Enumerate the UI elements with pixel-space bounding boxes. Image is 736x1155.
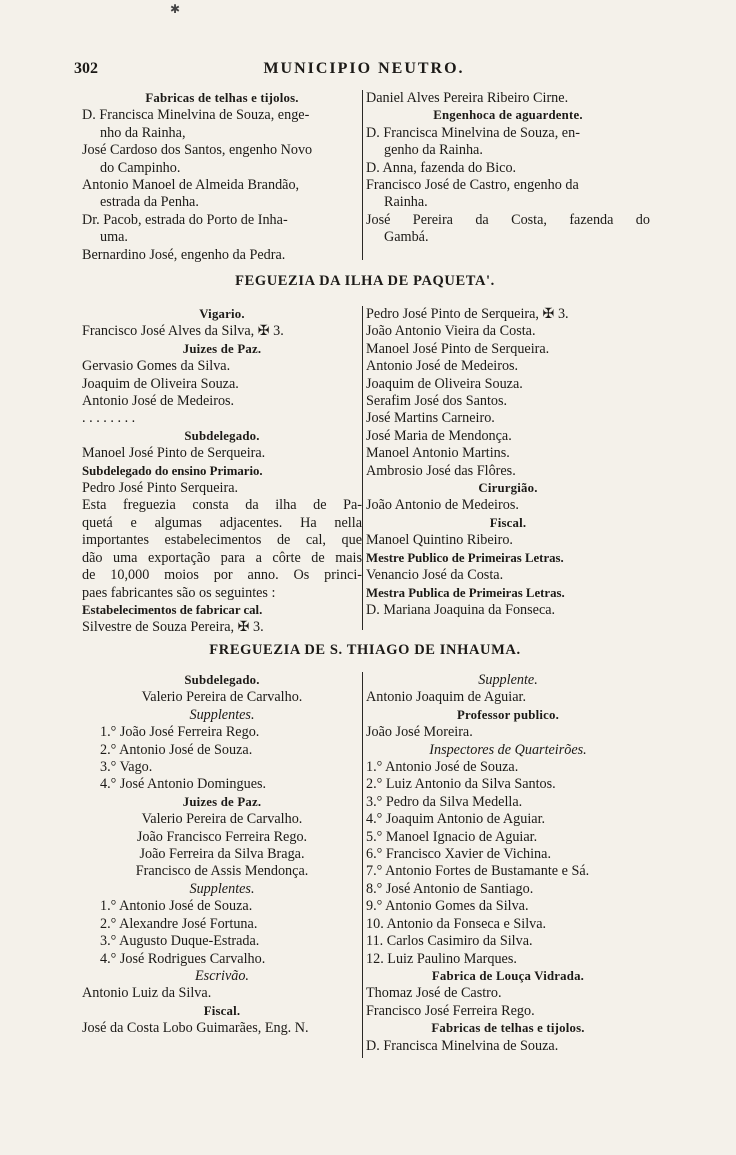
text-line: Bernardino José, engenho da Pedra.: [82, 246, 286, 263]
text-line: Manoel Quintino Ribeiro.: [366, 532, 513, 549]
section-inhauma: [82, 672, 648, 1058]
text-line: José Martins Carneiro.: [366, 410, 495, 427]
subheading: Supplentes.: [189, 706, 255, 723]
text-line: D. Francisca Minelvina de Souza.: [366, 1037, 559, 1054]
left-column: [82, 672, 362, 1038]
text-line: João José Moreira.: [366, 724, 473, 741]
text-line: Dr. Pacob, estrada do Porto de Inha-: [82, 211, 288, 228]
subheading: Professor publico.: [457, 707, 559, 722]
text-line: de 10,000 moios por anno. Os princi-: [82, 567, 362, 584]
text-line: Antonio Luiz da Silva.: [82, 985, 212, 1002]
subheading: Fabricas de telhas e tijolos.: [431, 1021, 585, 1036]
text-line: Antonio José de Medeiros.: [82, 393, 235, 410]
subheading: Supplentes.: [189, 880, 255, 897]
text-line: 3.° Augusto Duque-Estrada.: [100, 933, 260, 950]
text-line: nho da Rainha,: [100, 124, 186, 141]
section-paqueta: [82, 306, 648, 636]
text-line: importantes estabelecimentos de cal, que: [82, 532, 362, 549]
text-line: D. Francisca Minelvina de Souza, en-: [366, 124, 580, 141]
text-line: Valerio Pereira de Carvalho.: [141, 689, 303, 706]
subheading: Juizes de Paz.: [182, 794, 262, 809]
text-line: do Campinho.: [100, 159, 181, 176]
text-line: Daniel Alves Pereira Ribeiro Cirne.: [366, 90, 569, 106]
text-line: estrada da Penha.: [100, 194, 199, 211]
right-column: [366, 672, 650, 1055]
text-line: 1.° Antonio José de Souza.: [366, 759, 519, 776]
subheading: Subdelegado.: [184, 673, 260, 687]
subheading: Inspectores de Quarteirões.: [429, 741, 587, 758]
text-line: Francisco de Assis Mendonça.: [135, 863, 309, 880]
text-line: Pedro José Pinto Serqueira.: [82, 480, 239, 497]
text-line: Francisco José Ferreira Rego.: [366, 1002, 535, 1019]
text-line: 7.° Antonio Fortes de Bustamante e Sá.: [366, 863, 590, 880]
subheading: Mestre Publico de Primeiras Letras.: [366, 550, 564, 565]
text-line: Manoel José Pinto de Serqueira.: [82, 445, 266, 462]
text-line: João Francisco Ferreira Rego.: [136, 828, 308, 845]
text-line: Thomaz José de Castro.: [366, 985, 502, 1002]
right-column: [366, 90, 650, 247]
text-line: 12. Luiz Paulino Marques.: [366, 950, 517, 967]
subheading: Fiscal.: [203, 1003, 241, 1018]
ink-blot-icon: ✱: [170, 2, 181, 16]
text-line: Rainha.: [384, 194, 428, 211]
subheading: Subdelegado do ensino Primario.: [82, 463, 263, 478]
text-line: Antonio José de Medeiros.: [366, 358, 519, 375]
text-line: 6.° Francisco Xavier de Vichina.: [366, 846, 551, 863]
subheading: Fiscal.: [489, 515, 527, 530]
left-column: [82, 306, 362, 637]
text-line: 9.° Antonio Gomes da Silva.: [366, 898, 529, 915]
text-line: 8.° José Antonio de Santiago.: [366, 880, 534, 897]
page-title: MUNICIPIO NEUTRO.: [263, 60, 465, 77]
text-line: Esta freguezia consta da ilha de Pa-: [82, 497, 362, 514]
text-line: Gervasio Gomes da Silva.: [82, 358, 231, 375]
text-line: 1.° João José Ferreira Rego.: [100, 724, 260, 741]
column-divider: [362, 672, 363, 1058]
text-line: João Antonio Vieira da Costa.: [366, 323, 536, 340]
text-line: D. Francisca Minelvina de Souza, enge-: [82, 107, 310, 124]
text-line: Manoel José Pinto de Serqueira.: [366, 340, 550, 357]
text-line: dão uma exportação para a côrte de mais: [82, 549, 362, 566]
text-line: 4.° Joaquim Antonio de Aguiar.: [366, 811, 546, 828]
right-column: [366, 306, 650, 619]
text-line: 3.° Pedro da Silva Medella.: [366, 793, 523, 810]
text-line: Joaquim de Oliveira Souza.: [366, 375, 523, 392]
text-line: Ambrosio José das Flôres.: [366, 462, 516, 479]
text-line: José Cardoso dos Santos, engenho Novo: [82, 142, 313, 159]
subheading: Fabrica de Louça Vidrada.: [431, 968, 585, 983]
subheading: Fabricas de telhas e tijolos.: [145, 91, 299, 105]
section-title-inhauma: FREGUEZIA DE S. THIAGO DE INHAUMA.: [209, 642, 521, 658]
text-line: 10. Antonio da Fonseca e Silva.: [366, 915, 547, 932]
text-line: José da Costa Lobo Guimarães, Eng. N.: [82, 1020, 309, 1037]
subheading: Subdelegado.: [184, 428, 260, 443]
text-line: 3.° Vago.: [100, 759, 153, 776]
text-line: Gambá.: [384, 229, 429, 246]
subheading: Escrivão.: [195, 967, 249, 984]
text-line: Francisco José Alves da Silva, ✠ 3.: [82, 323, 284, 340]
text-line: 4.° José Antonio Domingues.: [100, 776, 267, 793]
text-line: 1.° Antonio José de Souza.: [100, 898, 253, 915]
text-line: José Pereira da Costa, fazenda do: [366, 211, 650, 228]
text-line: 5.° Manoel Ignacio de Aguiar.: [366, 828, 538, 845]
section-title-paqueta: FEGUEZIA DA ILHA DE PAQUETA'.: [235, 273, 495, 289]
text-line: Valerio Pereira de Carvalho.: [141, 811, 303, 828]
text-line: Manoel Antonio Martins.: [366, 445, 510, 462]
subheading: Mestra Publica de Primeiras Letras.: [366, 585, 565, 600]
text-line: José Maria de Mendonça.: [366, 427, 512, 444]
text-line: João Ferreira da Silva Braga.: [139, 846, 305, 863]
text-line: . . . . . . . .: [82, 410, 136, 427]
text-line: Antonio Manoel de Almeida Brandão,: [82, 177, 300, 194]
text-line: 11. Carlos Casimiro da Silva.: [366, 933, 533, 950]
text-line: 2.° Luiz Antonio da Silva Santos.: [366, 776, 556, 793]
subheading: Cirurgião.: [478, 481, 538, 496]
text-line: quetá e algumas adjacentes. Ha nella: [82, 514, 362, 531]
section-fabricas: [82, 90, 650, 263]
page-header: [74, 60, 654, 82]
text-line: Venancio José da Costa.: [366, 567, 504, 584]
text-line: Serafim José dos Santos.: [366, 393, 508, 410]
text-line: D. Anna, fazenda do Bico.: [366, 159, 517, 176]
text-line: uma.: [100, 229, 128, 246]
text-line: Joaquim de Oliveira Souza.: [82, 375, 239, 392]
page-number: 302: [74, 60, 98, 77]
column-divider: [362, 306, 363, 630]
text-line: 2.° Alexandre José Fortuna.: [100, 915, 258, 932]
text-line: genho da Rainha.: [384, 142, 483, 159]
subheading: Engenhoca de aguardente.: [433, 108, 583, 123]
column-divider: [362, 90, 363, 260]
text-line: Silvestre de Souza Pereira, ✠ 3.: [82, 619, 264, 636]
text-line: D. Mariana Joaquina da Fonseca.: [366, 601, 556, 618]
text-line: Antonio Joaquim de Aguiar.: [366, 689, 526, 706]
text-line: João Antonio de Medeiros.: [366, 497, 519, 514]
text-line: 4.° José Rodrigues Carvalho.: [100, 950, 266, 967]
text-line: 2.° Antonio José de Souza.: [100, 741, 253, 758]
text-line: paes fabricantes são os seguintes :: [82, 584, 276, 601]
subheading: Supplente.: [478, 672, 538, 688]
subheading: Estabelecimentos de fabricar cal.: [82, 602, 263, 617]
text-line: Pedro José Pinto de Serqueira, ✠ 3.: [366, 306, 569, 322]
subheading: Vigario.: [199, 307, 245, 321]
left-column: [82, 90, 362, 264]
text-line: Francisco José de Castro, engenho da: [366, 177, 579, 194]
subheading: Juizes de Paz.: [182, 341, 262, 356]
